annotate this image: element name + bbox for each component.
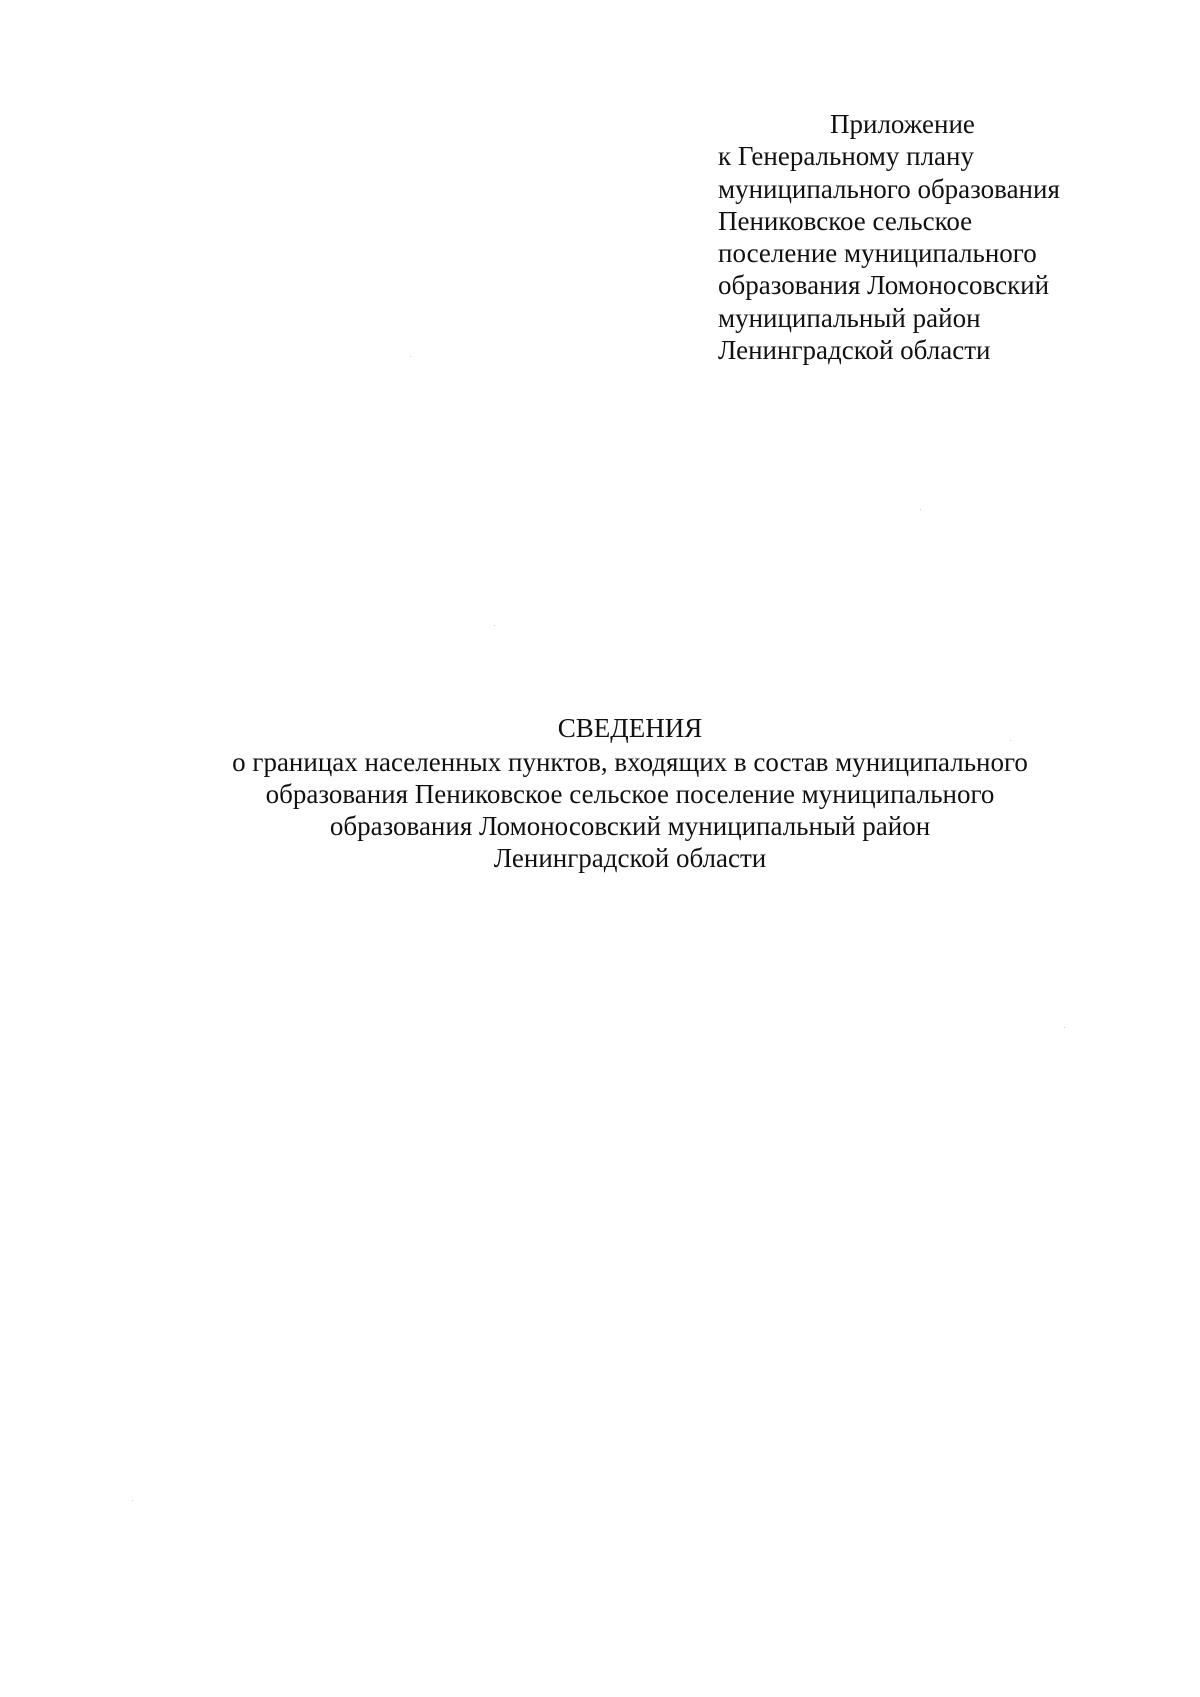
appendix-line: образования Ломоносовский [718,270,1050,301]
document-title: СВЕДЕНИЯ [557,713,703,743]
appendix-header [718,108,1138,366]
document-subtitle-line: образования Ломоносовский муниципальный район [329,811,931,841]
scan-speck [132,1500,133,1501]
appendix-line: Приложение [830,109,975,139]
appendix-line: муниципального образования [718,173,1060,204]
document-subtitle-line: о границах населенных пунктов, входящих в состав муниципального [232,747,1028,777]
scan-speck [920,509,921,510]
appendix-line: Ленинградской области [718,335,991,366]
appendix-line: Пениковское сельское [718,205,973,236]
appendix-line: муниципальный район [718,302,981,333]
appendix-line: к Генеральному плану [718,141,974,172]
scan-speck [494,625,495,626]
scan-speck [1010,740,1011,741]
document-subtitle-line: образования Пениковское сельское поселение муниципального [265,779,995,809]
document-title-block [150,712,1110,874]
document-subtitle-line: Ленинградской области [493,843,767,873]
scan-speck [1064,1027,1065,1028]
scan-speck [410,356,411,357]
appendix-line: поселение муниципального [718,238,1037,269]
